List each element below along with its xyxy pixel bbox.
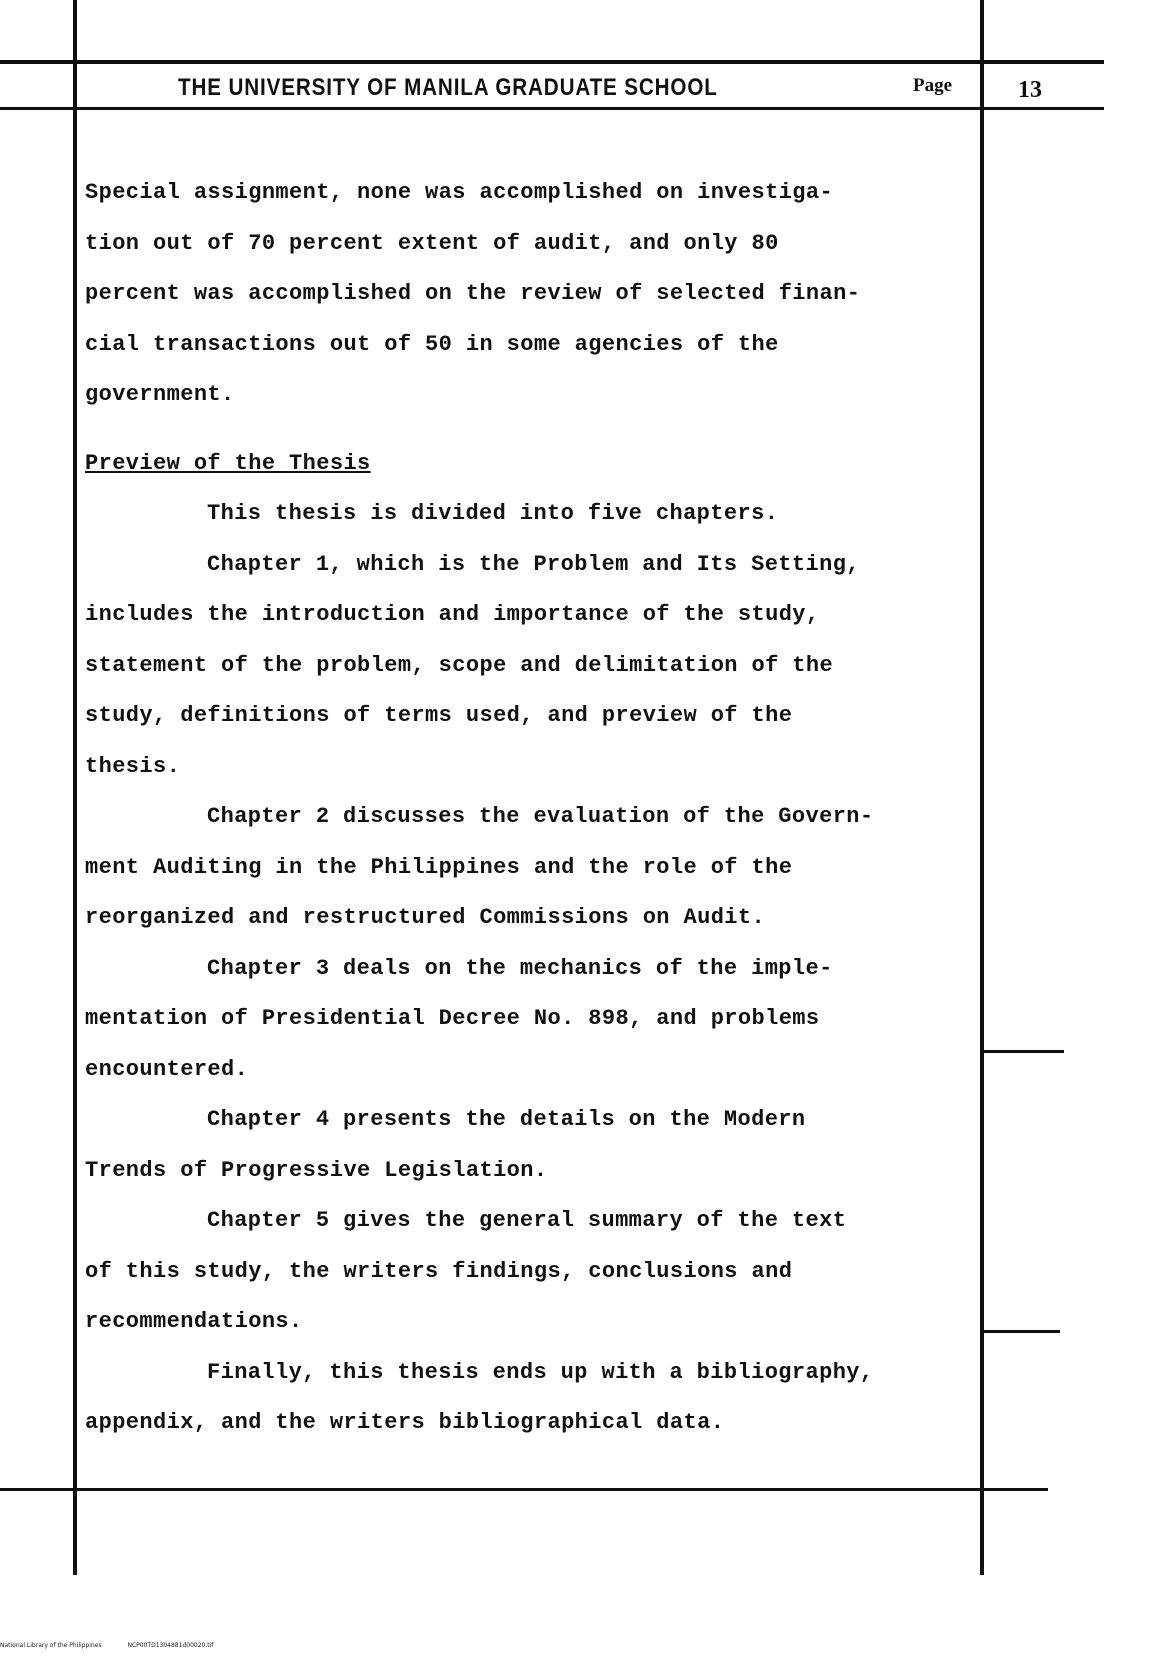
text-line: Finally, this thesis ends up with a bibliography, bbox=[207, 1359, 874, 1385]
library-credit: National Library of the Philippines bbox=[0, 1642, 102, 1649]
text-line: ment Auditing in the Philippines and the role of the bbox=[85, 854, 793, 880]
margin-tick-mark bbox=[984, 1330, 1060, 1333]
text-line: Chapter 5 gives the general summary of the text bbox=[207, 1208, 847, 1233]
text-line: Special assignment, none was accomplished on investiga- bbox=[85, 180, 834, 205]
page-label: Page bbox=[913, 75, 953, 96]
left-margin-rule bbox=[73, 0, 77, 1575]
text-line: This thesis is divided into five chapters. bbox=[207, 501, 779, 526]
text-line: Chapter 4 presents the details on the Modern bbox=[207, 1107, 806, 1132]
text-line: appendix, and the writers bibliographical data. bbox=[85, 1410, 725, 1435]
text-line: Chapter 3 deals on the mechanics of the imple- bbox=[207, 955, 833, 981]
page-header-title: THE UNIVERSITY OF MANILA GRADUATE SCHOOL bbox=[178, 74, 718, 101]
text-line: thesis. bbox=[85, 753, 181, 779]
text-line: Chapter 2 discusses the evaluation of the Govern- bbox=[207, 804, 874, 829]
footer-rule bbox=[0, 1488, 1048, 1491]
page-number: 13 bbox=[1018, 77, 1042, 103]
text-line: tion out of 70 percent extent of audit, and only 80 bbox=[85, 230, 779, 256]
scan-credit bbox=[0, 1642, 237, 1649]
text-line: recommendations. bbox=[85, 1309, 303, 1334]
text-line: encountered. bbox=[85, 1056, 249, 1082]
text-line: study, definitions of terms used, and preview of the bbox=[85, 703, 793, 728]
header-bottom-rule bbox=[0, 107, 1104, 110]
header-top-rule bbox=[0, 60, 1104, 64]
text-line: reorganized and restructured Commissions on Audit. bbox=[85, 905, 766, 930]
file-id: NCP00TD1304881d00020.tif bbox=[127, 1642, 214, 1649]
text-line: mentation of Presidential Decree No. 898, and problems bbox=[85, 1006, 820, 1031]
section-heading: Preview of the Thesis bbox=[85, 450, 371, 476]
text-line: Trends of Progressive Legislation. bbox=[85, 1157, 548, 1183]
margin-tick-mark bbox=[984, 1050, 1064, 1053]
text-line: statement of the problem, scope and delimitation of the bbox=[85, 652, 834, 678]
text-line: of this study, the writers findings, conclusions and bbox=[85, 1258, 793, 1284]
text-line: percent was accomplished on the review of selected finan- bbox=[85, 281, 861, 306]
text-line: includes the introduction and importance of the study, bbox=[85, 602, 820, 627]
text-line: government. bbox=[85, 382, 235, 407]
text-line: Chapter 1, which is the Problem and Its Setting, bbox=[207, 551, 860, 577]
text-line: cial transactions out of 50 in some agencies of the bbox=[85, 331, 779, 357]
document-body bbox=[85, 168, 985, 1449]
